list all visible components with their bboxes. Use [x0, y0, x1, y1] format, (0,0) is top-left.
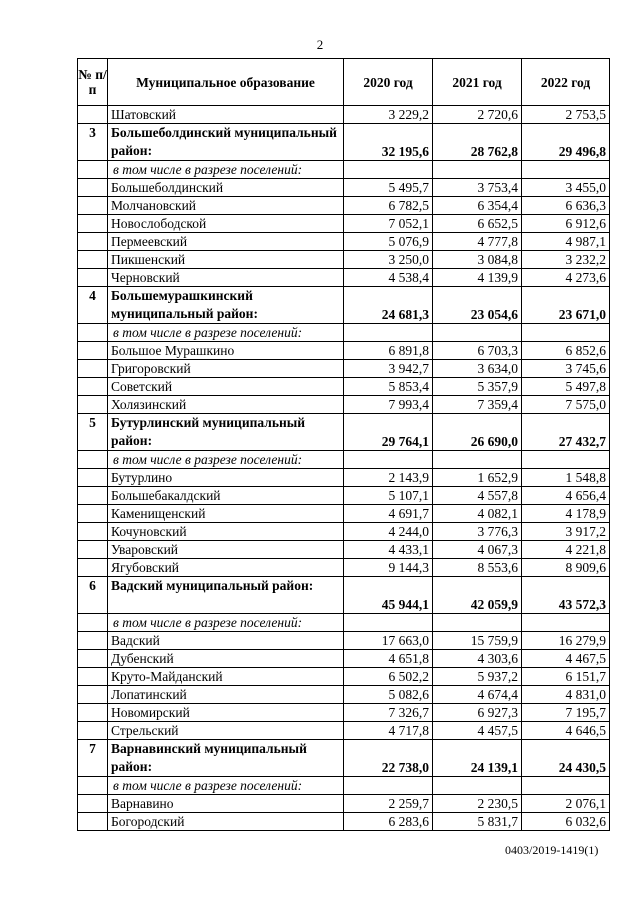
row-number-cell [78, 378, 108, 396]
header-municipality: Муниципальное образование [108, 59, 344, 106]
value-2022: 7 195,7 [522, 704, 610, 722]
value-2022: 3 745,6 [522, 360, 610, 378]
settlement-name: Стрельский [108, 722, 344, 740]
empty-cell [522, 324, 610, 342]
row-number-cell [78, 396, 108, 414]
value-2022: 6 636,3 [522, 197, 610, 215]
district-number: 3 [78, 124, 108, 161]
value-2021: 2 230,5 [433, 795, 522, 813]
settlement-name: Большое Мурашкино [108, 342, 344, 360]
value-2020: 2 259,7 [344, 795, 433, 813]
empty-cell [522, 451, 610, 469]
value-2021: 2 720,6 [433, 106, 522, 124]
value-2022: 2 753,5 [522, 106, 610, 124]
value-2021: 15 759,9 [433, 632, 522, 650]
settlement-name: Пикшенский [108, 251, 344, 269]
value-2020: 4 538,4 [344, 269, 433, 287]
value-2021: 3 634,0 [433, 360, 522, 378]
empty-cell [522, 161, 610, 179]
row-number-cell [78, 451, 108, 469]
row-number-cell [78, 559, 108, 577]
district-value-2020: 45 944,1 [344, 577, 433, 614]
table-body [78, 106, 610, 831]
settlement-name: Черновский [108, 269, 344, 287]
value-2022: 4 987,1 [522, 233, 610, 251]
settlement-name: Дубенский [108, 650, 344, 668]
row-number-cell [78, 251, 108, 269]
empty-cell [344, 161, 433, 179]
value-2020: 6 891,8 [344, 342, 433, 360]
subheader-label: в том числе в разрезе поселений: [108, 161, 344, 179]
row-number-cell [78, 541, 108, 559]
table-row [78, 378, 610, 396]
value-2021: 6 354,4 [433, 197, 522, 215]
district-row [78, 414, 610, 451]
value-2022: 1 548,8 [522, 469, 610, 487]
table-row [78, 704, 610, 722]
value-2020: 7 993,4 [344, 396, 433, 414]
settlement-name: Молчановский [108, 197, 344, 215]
table-row [78, 668, 610, 686]
row-number-cell [78, 360, 108, 378]
value-2022: 4 178,9 [522, 505, 610, 523]
district-name: Вадский муниципальный район: [108, 577, 344, 614]
value-2021: 4 303,6 [433, 650, 522, 668]
row-number-cell [78, 469, 108, 487]
value-2021: 5 357,9 [433, 378, 522, 396]
district-value-2021: 28 762,8 [433, 124, 522, 161]
settlement-name: Большебакалдский [108, 487, 344, 505]
value-2020: 6 782,5 [344, 197, 433, 215]
settlement-name: Каменищенский [108, 505, 344, 523]
row-number-cell [78, 614, 108, 632]
settlement-name: Советский [108, 378, 344, 396]
settlement-name: Бутурлино [108, 469, 344, 487]
district-value-2021: 24 139,1 [433, 740, 522, 777]
district-row [78, 740, 610, 777]
value-2022: 4 831,0 [522, 686, 610, 704]
subheader-row [78, 324, 610, 342]
empty-cell [433, 324, 522, 342]
page-number: 2 [316, 37, 324, 52]
value-2020: 3 942,7 [344, 360, 433, 378]
subheader-row [78, 451, 610, 469]
value-2021: 3 753,4 [433, 179, 522, 197]
value-2020: 5 495,7 [344, 179, 433, 197]
table-row [78, 813, 610, 831]
district-value-2022: 23 671,0 [522, 287, 610, 324]
settlement-name: Варнавино [108, 795, 344, 813]
table-row [78, 469, 610, 487]
district-value-2022: 29 496,8 [522, 124, 610, 161]
table-row [78, 523, 610, 541]
table-row [78, 795, 610, 813]
value-2022: 4 656,4 [522, 487, 610, 505]
subheader-label: в том числе в разрезе поселений: [108, 777, 344, 795]
value-2021: 4 557,8 [433, 487, 522, 505]
table-row [78, 179, 610, 197]
document-code: 0403/2019-1419(1) [505, 843, 599, 857]
table-row [78, 233, 610, 251]
value-2020: 4 433,1 [344, 541, 433, 559]
value-2020: 4 244,0 [344, 523, 433, 541]
value-2020: 7 052,1 [344, 215, 433, 233]
value-2021: 3 776,3 [433, 523, 522, 541]
value-2021: 4 457,5 [433, 722, 522, 740]
district-number: 7 [78, 740, 108, 777]
value-2021: 6 927,3 [433, 704, 522, 722]
settlement-name: Новослободской [108, 215, 344, 233]
row-number-cell [78, 523, 108, 541]
row-number-cell [78, 215, 108, 233]
subheader-label: в том числе в разрезе поселений: [108, 614, 344, 632]
header-number: № п/п [78, 59, 108, 106]
subheader-row [78, 614, 610, 632]
table-row [78, 251, 610, 269]
table-row [78, 396, 610, 414]
budget-table [77, 58, 610, 831]
empty-cell [433, 451, 522, 469]
table-row [78, 722, 610, 740]
row-number-cell [78, 795, 108, 813]
row-number-cell [78, 324, 108, 342]
value-2022: 3 455,0 [522, 179, 610, 197]
table-row [78, 632, 610, 650]
value-2021: 4 067,3 [433, 541, 522, 559]
district-value-2020: 22 738,0 [344, 740, 433, 777]
settlement-name: Шатовский [108, 106, 344, 124]
table-row [78, 342, 610, 360]
value-2020: 6 502,2 [344, 668, 433, 686]
settlement-name: Кочуновский [108, 523, 344, 541]
value-2020: 17 663,0 [344, 632, 433, 650]
value-2020: 3 250,0 [344, 251, 433, 269]
value-2020: 5 107,1 [344, 487, 433, 505]
empty-cell [344, 614, 433, 632]
district-name: Большеболдинский муниципальный район: [108, 124, 344, 161]
value-2022: 16 279,9 [522, 632, 610, 650]
subheader-row [78, 161, 610, 179]
value-2022: 6 032,6 [522, 813, 610, 831]
value-2020: 5 076,9 [344, 233, 433, 251]
value-2021: 3 084,8 [433, 251, 522, 269]
empty-cell [344, 451, 433, 469]
district-value-2020: 29 764,1 [344, 414, 433, 451]
row-number-cell [78, 487, 108, 505]
row-number-cell [78, 106, 108, 124]
value-2020: 9 144,3 [344, 559, 433, 577]
district-name: Большемурашкинский муниципальный район: [108, 287, 344, 324]
value-2021: 6 652,5 [433, 215, 522, 233]
table-row [78, 559, 610, 577]
empty-cell [522, 777, 610, 795]
row-number-cell [78, 777, 108, 795]
district-number: 5 [78, 414, 108, 451]
row-number-cell [78, 686, 108, 704]
table-row [78, 106, 610, 124]
settlement-name: Холязинский [108, 396, 344, 414]
district-number: 6 [78, 577, 108, 614]
value-2021: 5 937,2 [433, 668, 522, 686]
value-2021: 8 553,6 [433, 559, 522, 577]
value-2022: 8 909,6 [522, 559, 610, 577]
row-number-cell [78, 505, 108, 523]
district-value-2021: 23 054,6 [433, 287, 522, 324]
settlement-name: Большеболдинский [108, 179, 344, 197]
settlement-name: Ягубовский [108, 559, 344, 577]
empty-cell [344, 324, 433, 342]
value-2022: 7 575,0 [522, 396, 610, 414]
value-2021: 7 359,4 [433, 396, 522, 414]
table-header-row [78, 59, 610, 106]
row-number-cell [78, 668, 108, 686]
value-2021: 4 139,9 [433, 269, 522, 287]
row-number-cell [78, 342, 108, 360]
header-year-2022: 2022 год [522, 59, 610, 106]
district-row [78, 287, 610, 324]
district-value-2022: 27 432,7 [522, 414, 610, 451]
district-value-2022: 43 572,3 [522, 577, 610, 614]
district-row [78, 577, 610, 614]
row-number-cell [78, 632, 108, 650]
subheader-label: в том числе в разрезе поселений: [108, 451, 344, 469]
subheader-row [78, 777, 610, 795]
table-row [78, 269, 610, 287]
value-2020: 4 717,8 [344, 722, 433, 740]
value-2022: 3 917,2 [522, 523, 610, 541]
value-2020: 6 283,6 [344, 813, 433, 831]
value-2022: 4 221,8 [522, 541, 610, 559]
settlement-name: Пермеевский [108, 233, 344, 251]
header-year-2020: 2020 год [344, 59, 433, 106]
row-number-cell [78, 722, 108, 740]
row-number-cell [78, 813, 108, 831]
table-row [78, 360, 610, 378]
value-2021: 4 082,1 [433, 505, 522, 523]
row-number-cell [78, 650, 108, 668]
value-2021: 1 652,9 [433, 469, 522, 487]
empty-cell [433, 161, 522, 179]
district-value-2020: 24 681,3 [344, 287, 433, 324]
value-2020: 4 691,7 [344, 505, 433, 523]
empty-cell [522, 614, 610, 632]
value-2022: 4 646,5 [522, 722, 610, 740]
value-2021: 4 777,8 [433, 233, 522, 251]
value-2022: 3 232,2 [522, 251, 610, 269]
settlement-name: Уваровский [108, 541, 344, 559]
settlement-name: Богородский [108, 813, 344, 831]
district-value-2021: 42 059,9 [433, 577, 522, 614]
row-number-cell [78, 233, 108, 251]
value-2022: 2 076,1 [522, 795, 610, 813]
district-row [78, 124, 610, 161]
subheader-label: в том числе в разрезе поселений: [108, 324, 344, 342]
value-2020: 2 143,9 [344, 469, 433, 487]
district-value-2020: 32 195,6 [344, 124, 433, 161]
row-number-cell [78, 269, 108, 287]
header-year-2021: 2021 год [433, 59, 522, 106]
district-value-2021: 26 690,0 [433, 414, 522, 451]
settlement-name: Григоровский [108, 360, 344, 378]
settlement-name: Круто-Майданский [108, 668, 344, 686]
empty-cell [433, 777, 522, 795]
value-2020: 4 651,8 [344, 650, 433, 668]
value-2020: 7 326,7 [344, 704, 433, 722]
district-name: Варнавинский муниципальный район: [108, 740, 344, 777]
settlement-name: Лопатинский [108, 686, 344, 704]
settlement-name: Вадский [108, 632, 344, 650]
table-row [78, 650, 610, 668]
value-2022: 5 497,8 [522, 378, 610, 396]
table-row [78, 215, 610, 233]
table-row [78, 505, 610, 523]
settlement-name: Новомирский [108, 704, 344, 722]
value-2020: 5 853,4 [344, 378, 433, 396]
value-2020: 5 082,6 [344, 686, 433, 704]
value-2022: 4 273,6 [522, 269, 610, 287]
row-number-cell [78, 197, 108, 215]
table-row [78, 197, 610, 215]
row-number-cell [78, 161, 108, 179]
value-2022: 6 852,6 [522, 342, 610, 360]
value-2021: 6 703,3 [433, 342, 522, 360]
table-row [78, 686, 610, 704]
value-2022: 6 912,6 [522, 215, 610, 233]
table-row [78, 487, 610, 505]
row-number-cell [78, 179, 108, 197]
value-2021: 4 674,4 [433, 686, 522, 704]
district-value-2022: 24 430,5 [522, 740, 610, 777]
empty-cell [433, 614, 522, 632]
district-number: 4 [78, 287, 108, 324]
empty-cell [344, 777, 433, 795]
value-2022: 4 467,5 [522, 650, 610, 668]
row-number-cell [78, 704, 108, 722]
value-2020: 3 229,2 [344, 106, 433, 124]
table-row [78, 541, 610, 559]
value-2021: 5 831,7 [433, 813, 522, 831]
district-name: Бутурлинский муниципальный район: [108, 414, 344, 451]
value-2022: 6 151,7 [522, 668, 610, 686]
